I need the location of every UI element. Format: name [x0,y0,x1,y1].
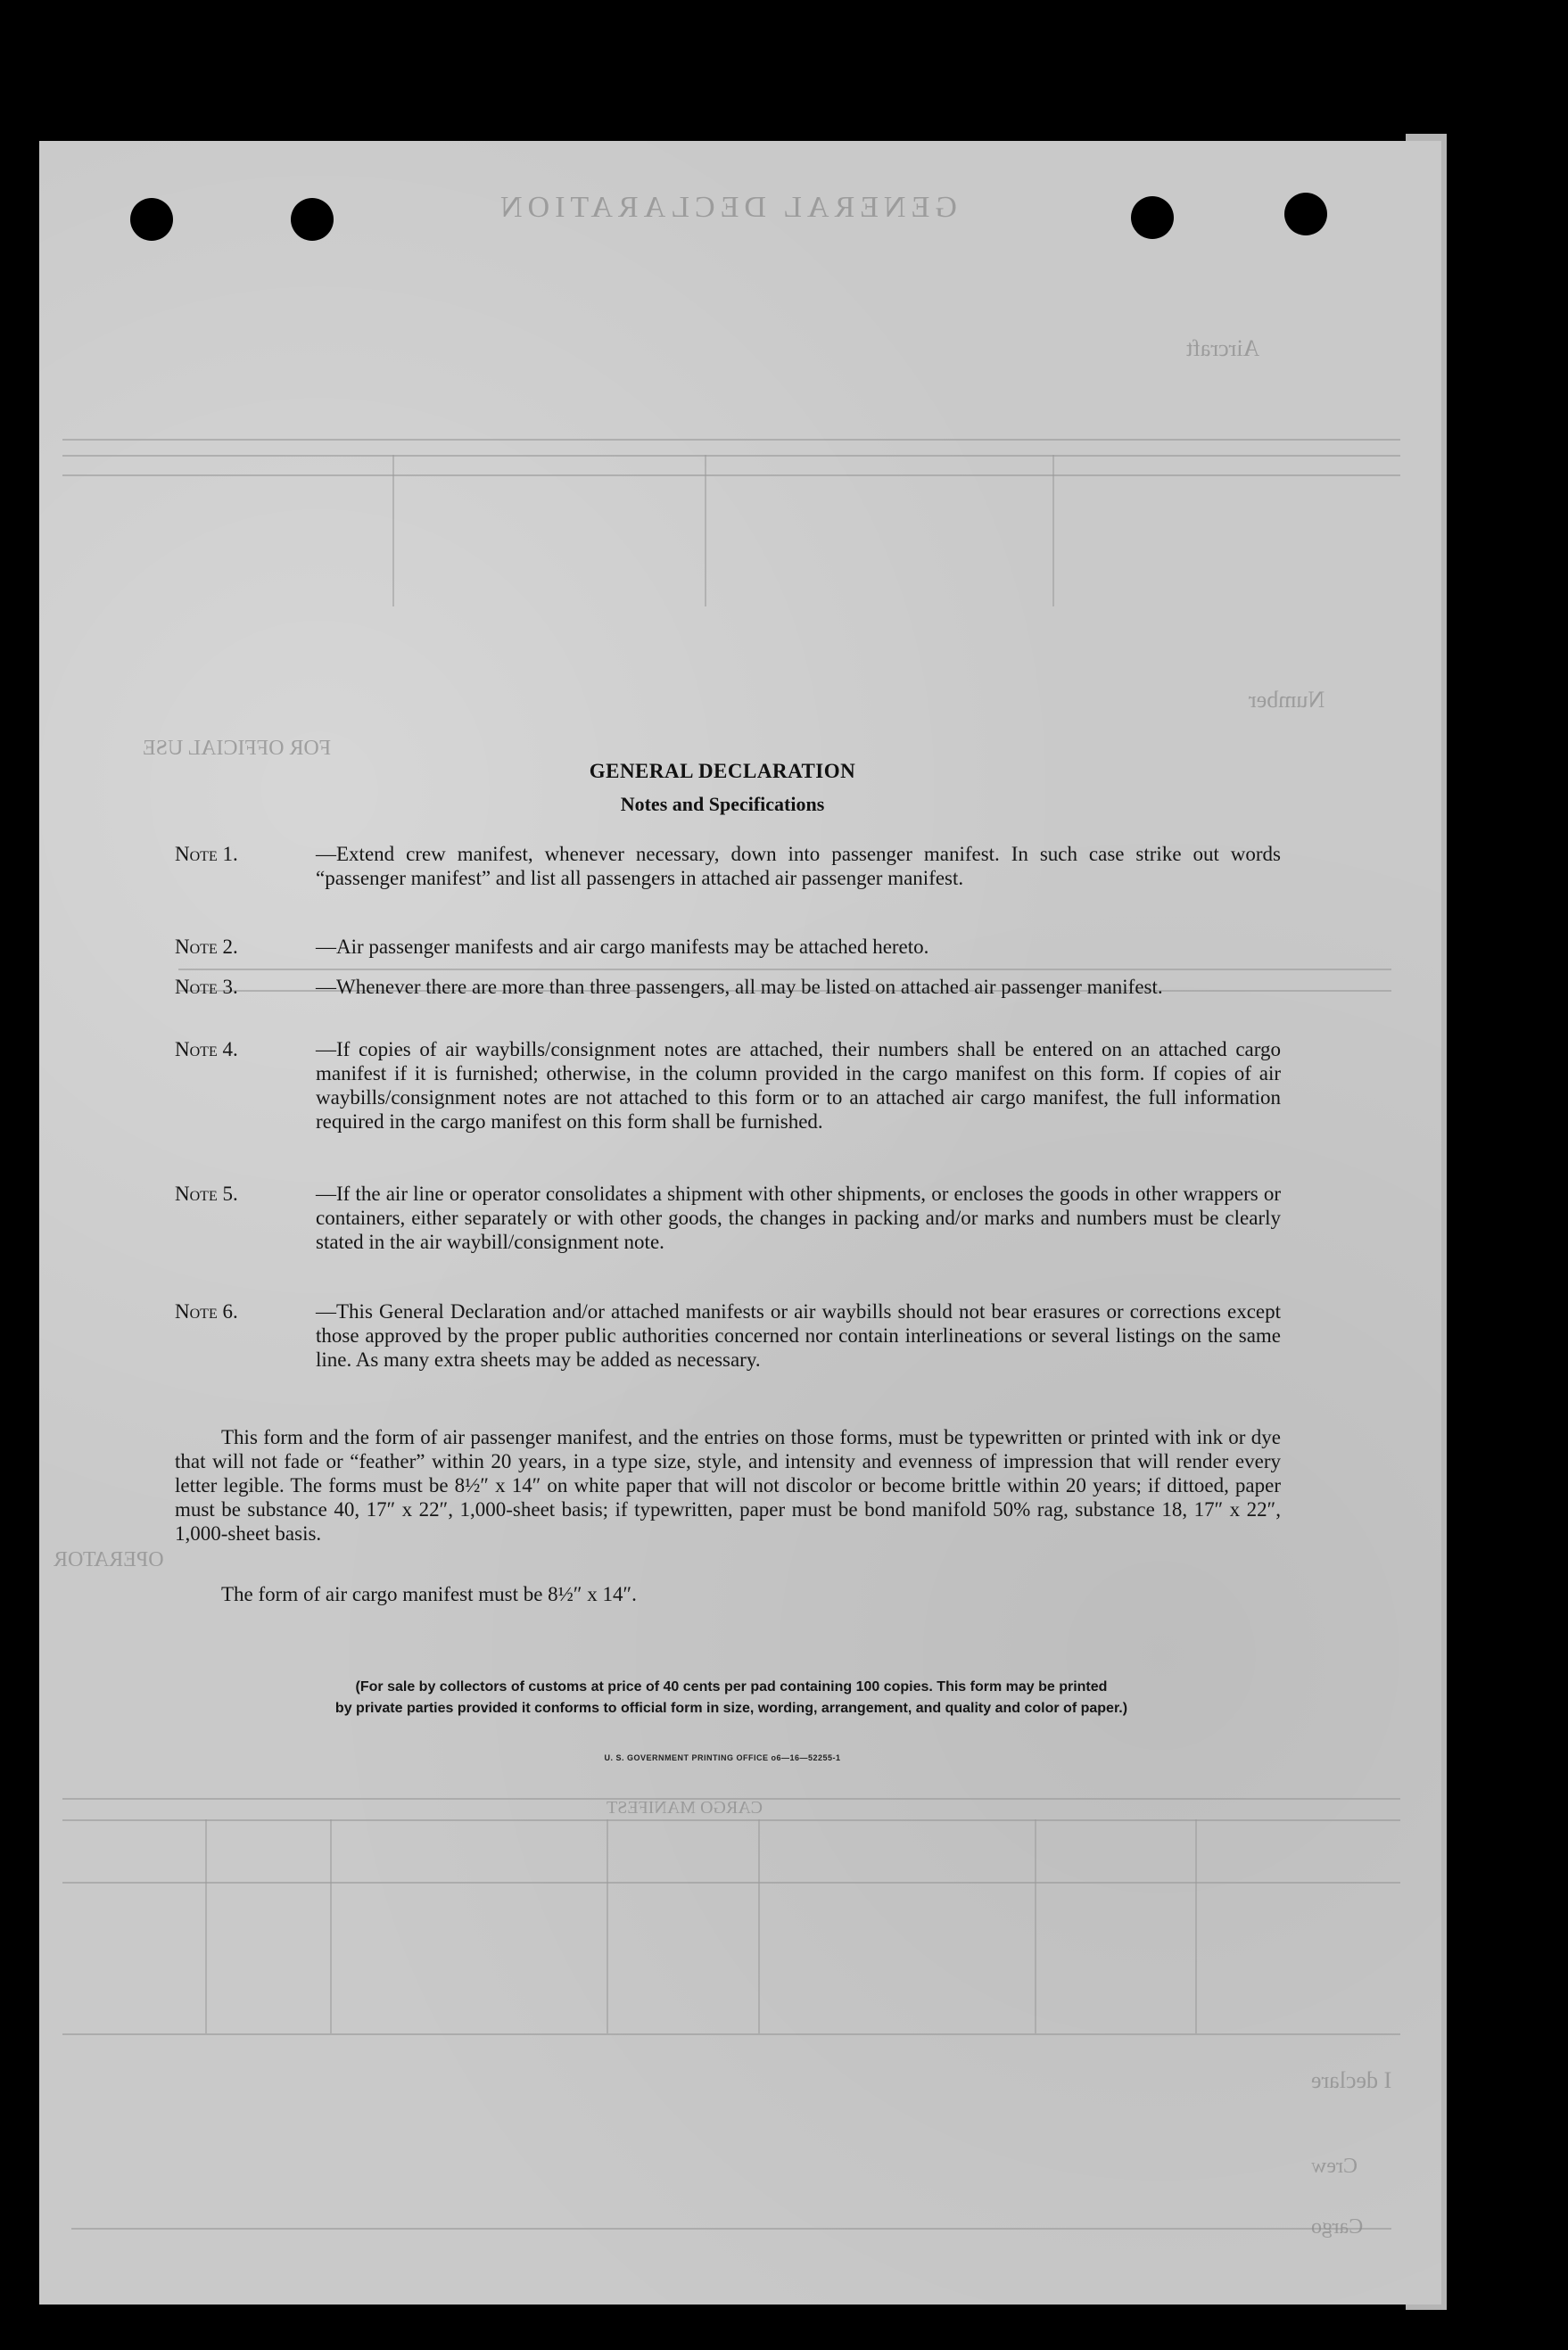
note-label: Note 4. [175,1038,238,1060]
cargo-manifest-size-paragraph: The form of air cargo manifest must be 8½″ x 14″. [221,1583,637,1605]
note-2 [175,935,1281,959]
note-3 [175,975,1281,999]
sale-notice-line-1: (For sale by collectors of customs at price of 40 cents per pad containing 100 copies. This form may be printed [355,1679,1108,1694]
note-4 [175,1037,1281,1134]
note-5 [175,1182,1281,1254]
punch-hole-left-1 [130,198,173,241]
note-text: —If copies of air waybills/consignment notes are attached, their numbers shall be entered on an attached cargo manifest if it is furnished; otherwise, in the column provided in the cargo manifest on this form. If copies of air waybills/consignment notes are not attached to this form or to an attached air cargo manifest, the full information required in the cargo manifest on this form shall be furnished. [316,1038,1281,1133]
note-label: Note 6. [175,1300,238,1323]
note-text: —This General Declaration and/or attached manifests or air waybills should not bear erasures or corrections except those approved by the proper public authorities concerned nor contain interlineations or several listings on the same line. As many extra sheets may be added as necessary. [316,1300,1281,1371]
note-label: Note 1. [175,843,238,865]
note-text: —Whenever there are more than three passengers, all may be listed on attached air passenger manifest. [316,976,1163,998]
form-requirements-paragraph: This form and the form of air passenger manifest, and the entries on those forms, must be typewritten or printed with ink or dye that will not fade or “feather” within 20 years, in a type size, style, and intensity and evenness of impression that will render every letter legible. The forms must be 8½″ x 14″ on white paper that will not discolor or become brittle within 20 years; if dittoed, paper must be substance 40, 17″ x 22″, 1,000-sheet basis; if typewritten, paper must be bond manifold 50% rag, substance 18, 17″ x 22″, 1,000-sheet basis. [175,1426,1281,1545]
note-1 [175,842,1281,890]
note-text: —If the air line or operator consolidates a shipment with other shipments, or encloses the goods in other wrappers or containers, either separately or with other goods, the changes in packing and/or marks and numbers must be clearly stated in the air waybill/consignment note. [316,1183,1281,1253]
document-subtitle: Notes and Specifications [620,793,825,815]
note-label: Note 5. [175,1183,238,1205]
punch-hole-right-1 [1131,196,1174,239]
note-label: Note 2. [175,936,238,958]
note-6 [175,1299,1281,1372]
punch-hole-left-2 [291,198,334,241]
punch-hole-right-2 [1284,193,1327,235]
note-text: —Extend crew manifest, whenever necessary, down into passenger manifest. In such case strike out words “passenger manifest” and list all passengers in attached air passenger manifest. [316,843,1281,889]
note-label: Note 3. [175,976,238,998]
printing-office-imprint: U. S. GOVERNMENT PRINTING OFFICE o6—16—52255-1 [604,1753,841,1762]
note-text: —Air passenger manifests and air cargo manifests may be attached hereto. [316,936,929,958]
document-title: GENERAL DECLARATION [589,760,856,782]
sale-notice-line-2: by private parties provided it conforms to official form in size, wording, arrangement, and quality and color of paper.) [334,1701,1128,1716]
